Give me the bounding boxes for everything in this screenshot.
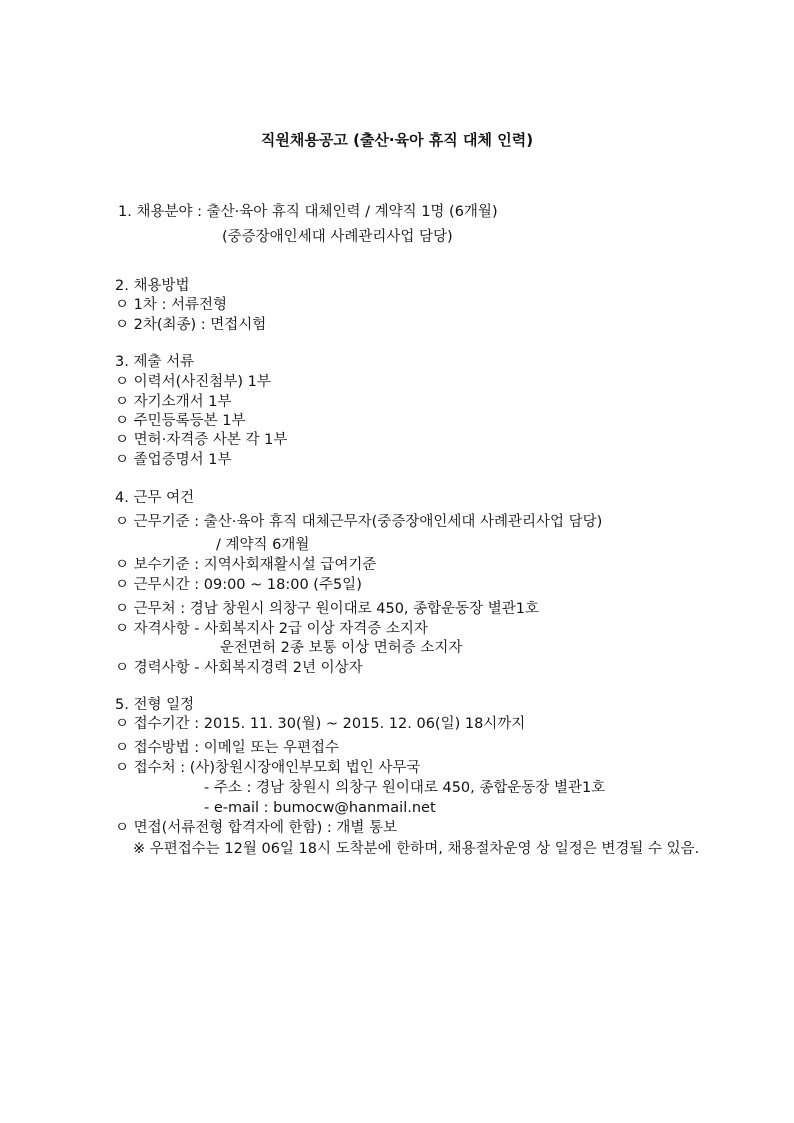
list-item-continuation: - e-mail : bumocw@hanmail.net	[204, 800, 436, 816]
list-item: ㅇ 접수처 : (사)창원시장애인부모회 법인 사무국	[115, 760, 421, 776]
list-item: ㅇ 1차 : 서류전형	[115, 297, 227, 313]
list-item: ㅇ 접수방법 : 이메일 또는 우편접수	[115, 740, 340, 756]
list-item: ㅇ 자기소개서 1부	[115, 394, 232, 410]
list-item: ㅇ 면접(서류전형 합격자에 한함) : 개별 통보	[115, 820, 397, 836]
section-3-heading: 3. 제출 서류	[115, 354, 195, 370]
list-item: ㅇ 자격사항 - 사회복지사 2급 이상 자격증 소지자	[115, 621, 428, 637]
page-title: 직원채용공고 (출산·육아 휴직 대체 인력)	[260, 131, 534, 149]
notice-note	[115, 838, 701, 860]
list-item: ㅇ 주민등록등본 1부	[115, 413, 246, 429]
list-item: ㅇ 접수기간 : 2015. 11. 30(월) ~ 2015. 12. 06(일) 18시까지	[115, 716, 526, 732]
list-item-continuation: - 주소 : 경남 창원시 의창구 원이대로 450, 종합운동장 별관1호	[204, 780, 606, 796]
list-item: ㅇ 졸업증명서 1부	[115, 452, 232, 468]
list-item: ㅇ 근무처 : 경남 창원시 의창구 원이대로 450, 종합운동장 별관1호	[115, 601, 540, 617]
section-1-line: 1. 채용분야 : 출산·육아 휴직 대체인력 / 계약직 1명 (6개월)	[118, 204, 498, 220]
section-1-subline: (중증장애인세대 사례관리사업 담당)	[222, 229, 453, 245]
section-5-heading: 5. 전형 일정	[115, 697, 195, 713]
list-item: ㅇ 근무시간 : 09:00 ~ 18:00 (주5일)	[115, 577, 362, 593]
list-item: ㅇ 근무기준 : 출산·육아 휴직 대체근무자(중증장애인세대 사례관리사업 담당)	[115, 514, 603, 530]
list-item-continuation: 운전면허 2종 보통 이상 면허증 소지자	[220, 640, 463, 656]
section-2-heading: 2. 채용방법	[115, 278, 190, 294]
section-4-heading: 4. 근무 여건	[115, 490, 195, 506]
list-item: ㅇ 면허·자격증 사본 각 1부	[115, 432, 288, 448]
list-item-continuation: / 계약직 6개월	[216, 537, 310, 553]
list-item: ㅇ 보수기준 : 지역사회재활시설 급여기준	[115, 557, 377, 573]
notice-note-text: ※ 우편접수는 12월 06일 18시 도착분에 한하며, 채용절차운영 상 일정은 변경될 수 있음.	[133, 841, 700, 857]
list-item: ㅇ 경력사항 - 사회복지경력 2년 이상자	[115, 660, 363, 676]
list-item: ㅇ 2차(최종) : 면접시험	[115, 317, 267, 333]
list-item: ㅇ 이력서(사진첨부) 1부	[115, 374, 271, 390]
